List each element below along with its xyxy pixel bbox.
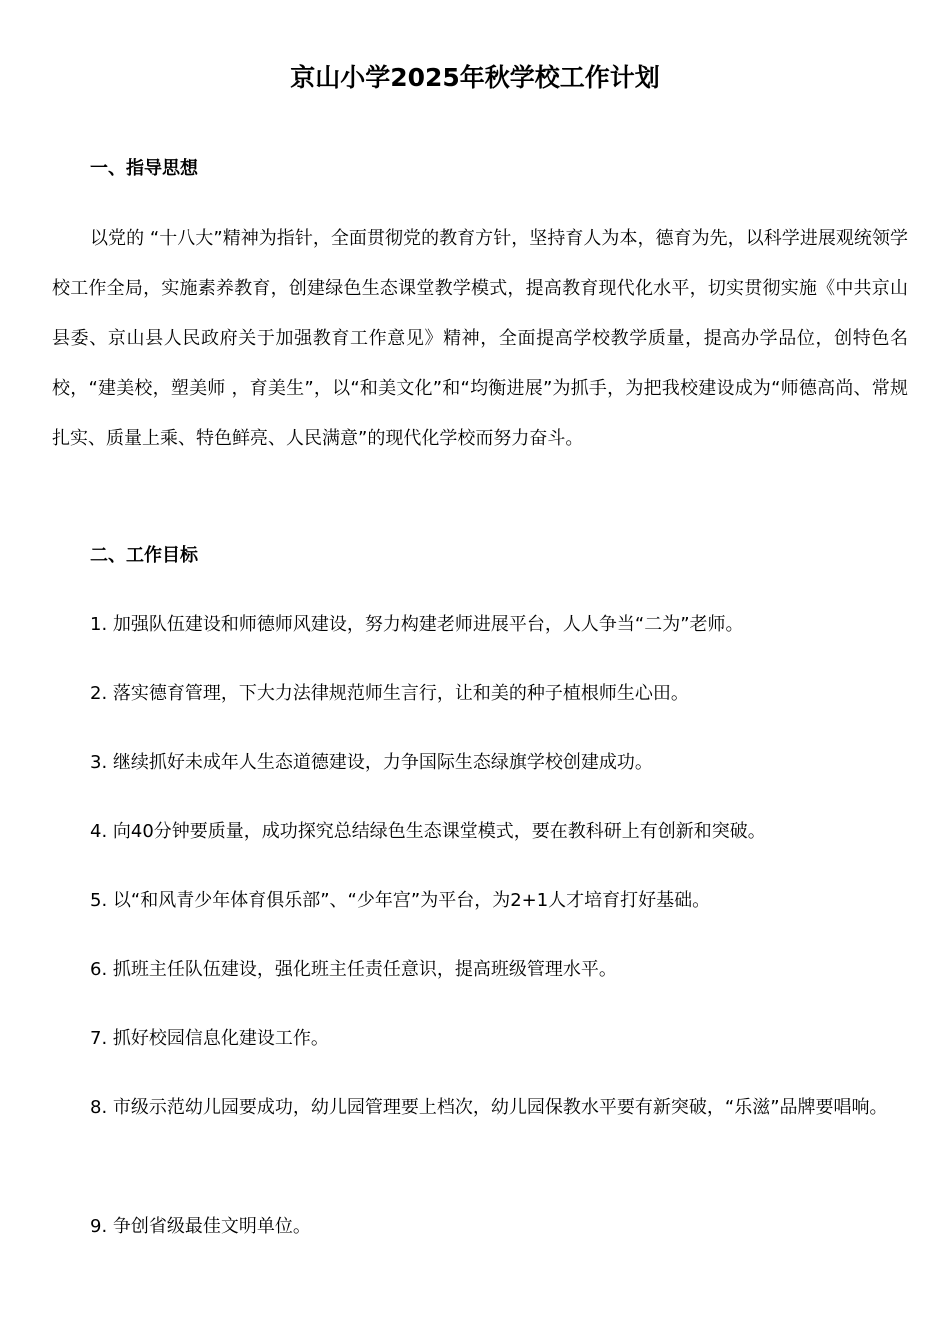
section-heading-guiding-ideology: 一、指导思想 bbox=[90, 158, 198, 179]
goal-item-1: 1. 加强队伍建设和师德师风建设，努力构建老师进展平台，人人争当“二为”老师。 bbox=[90, 614, 744, 635]
goal-item-4: 4. 向40分钟要质量，成功探究总结绿色生态课堂模式，要在教科研上有创新和突破。 bbox=[90, 821, 766, 842]
guiding-ideology-paragraph: 以党的 “十八大”精神为指针，全面贯彻党的教育方针，坚持育人为本，德育为先，以科学进展观统领学校工作全局，实施素养教育，创建绿色生态课堂教学模式，提高教育现代化水平，切实贯彻实施《中共京山县委、京山县人民政府关于加强教育工作意见》精神，全面提高学校教学质量，提高办学品位，创特色名校，“建美校，塑美师 ，育美生”，以“和美文化”和“均衡进展”为抓手，为把我校建设成为“师德高尚、常规扎实、质量上乘、特色鲜亮、人民满意”的现代化学校而努力奋斗。 bbox=[52, 228, 908, 449]
goal-item-7: 7. 抓好校园信息化建设工作。 bbox=[90, 1028, 329, 1049]
goal-item-8: 8. 市级示范幼儿园要成功，幼儿园管理要上档次，幼儿园保教水平要有新突破，“乐滋”品牌要唱响。 bbox=[90, 1097, 888, 1118]
goal-item-5: 5. 以“和风青少年体育俱乐部”、“少年宫”为平台，为2+1人才培育打好基础。 bbox=[90, 890, 711, 911]
goal-item-9: 9. 争创省级最佳文明单位。 bbox=[90, 1216, 311, 1237]
goal-item-2: 2. 落实德育管理，下大力法律规范师生言行，让和美的种子植根师生心田。 bbox=[90, 683, 689, 704]
section-heading-work-goals: 二、工作目标 bbox=[90, 545, 198, 566]
goal-item-6: 6. 抓班主任队伍建设，强化班主任责任意识，提高班级管理水平。 bbox=[90, 959, 617, 980]
document-title: 京山小学2025年秋学校工作计划 bbox=[290, 63, 660, 92]
goal-item-3: 3. 继续抓好未成年人生态道德建设，力争国际生态绿旗学校创建成功。 bbox=[90, 752, 653, 773]
